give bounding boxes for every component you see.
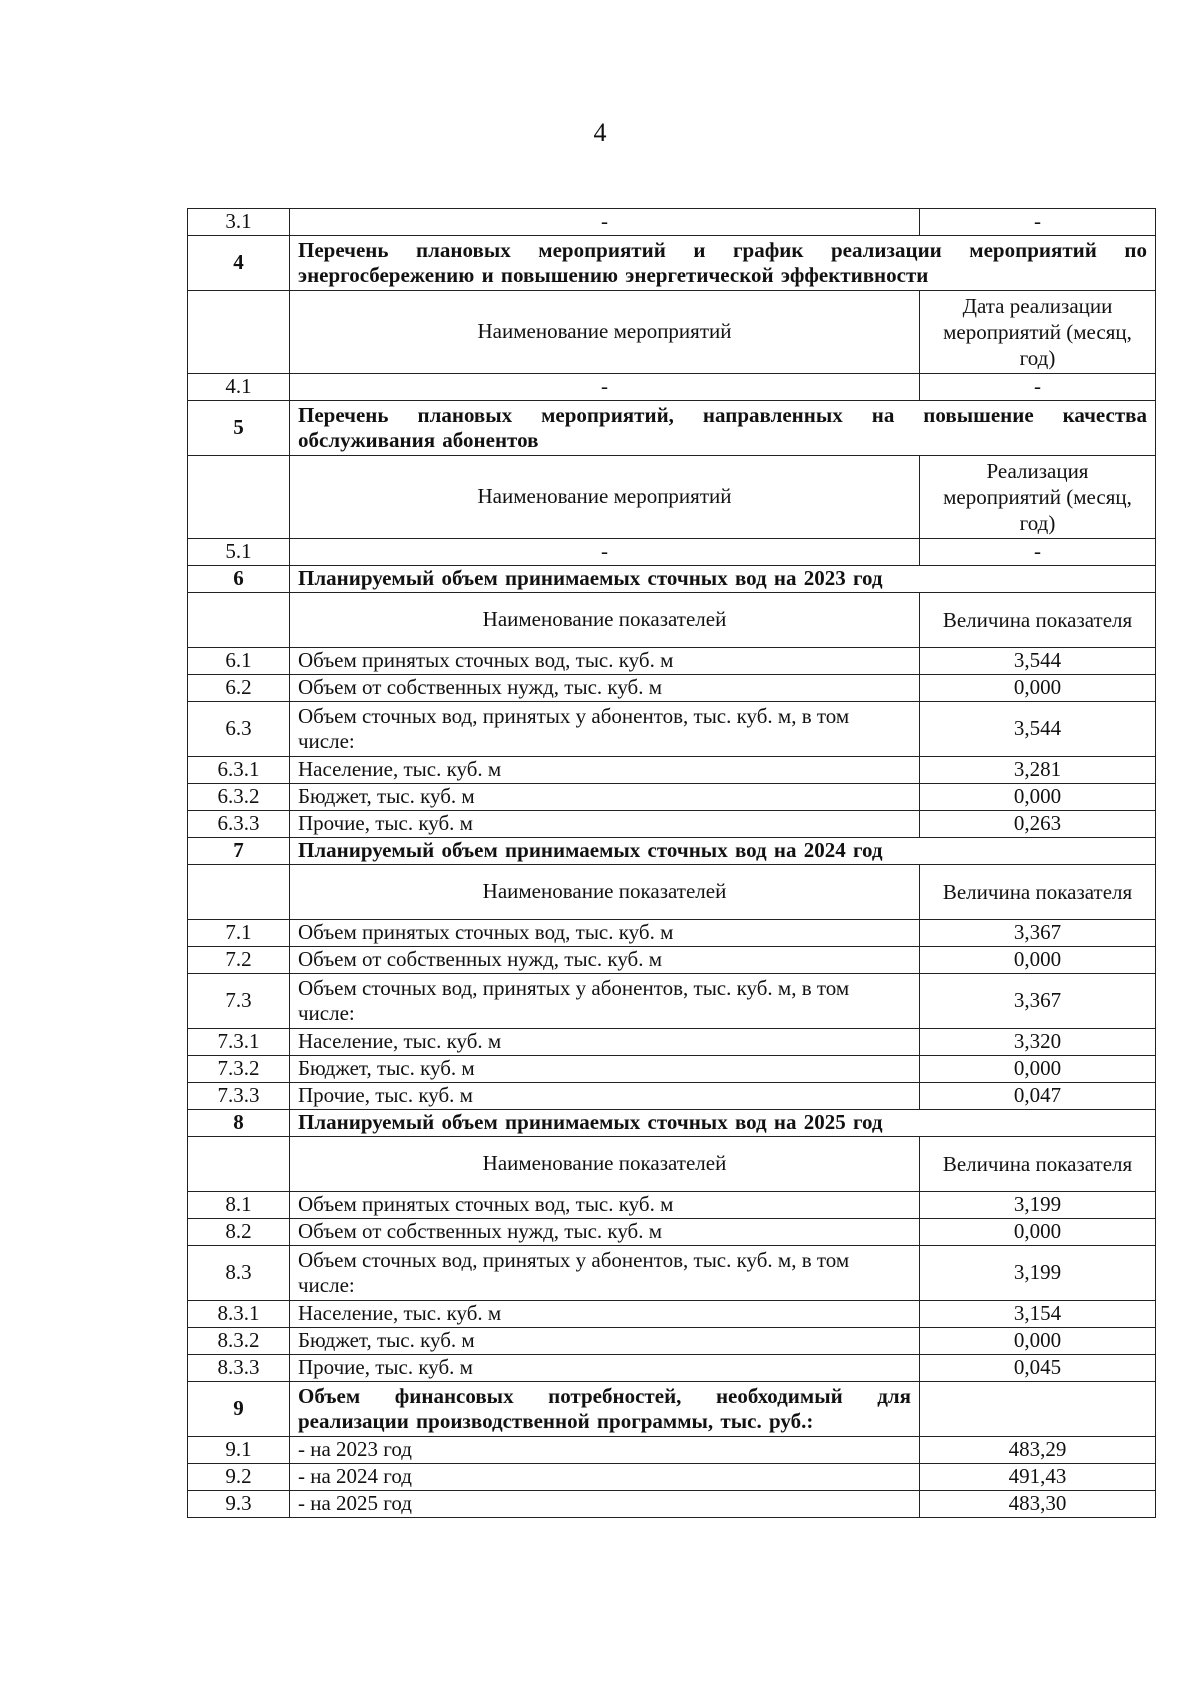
row-number: 5.1 — [188, 539, 290, 566]
column-header-row — [188, 865, 1156, 920]
table-row — [188, 974, 1156, 1029]
row-value: 0,000 — [920, 1219, 1156, 1246]
row-name: Объем от собственных нужд, тыс. куб. м — [290, 1219, 920, 1246]
row-number: 7.3.2 — [188, 1056, 290, 1083]
row-name: Прочие, тыс. куб. м — [290, 1355, 920, 1382]
row-number: 6.1 — [188, 648, 290, 675]
row-name: - — [290, 209, 920, 236]
table-row — [188, 811, 1156, 838]
column-header-name: Наименование показателей — [290, 593, 920, 648]
section-row — [188, 236, 1156, 291]
column-header-row — [188, 593, 1156, 648]
section-row — [188, 838, 1156, 865]
table-row — [188, 209, 1156, 236]
document-table-body — [188, 209, 1156, 1518]
row-number: 8.3.2 — [188, 1328, 290, 1355]
row-number: 8.3 — [188, 1246, 290, 1301]
table-row — [188, 1437, 1156, 1464]
row-name: Прочие, тыс. куб. м — [290, 1083, 920, 1110]
table-row — [188, 784, 1156, 811]
section-number: 8 — [188, 1110, 290, 1137]
row-value: 0,000 — [920, 1328, 1156, 1355]
table-row — [188, 374, 1156, 401]
header-empty-cell — [188, 593, 290, 648]
row-name: Бюджет, тыс. куб. м — [290, 1328, 920, 1355]
row-name: Прочие, тыс. куб. м — [290, 811, 920, 838]
table-row — [188, 1328, 1156, 1355]
table-row — [188, 1192, 1156, 1219]
row-value — [920, 1382, 1156, 1437]
section-title: Планируемый объем принимаемых сточных вод на 2025 год — [290, 1110, 1156, 1137]
table-row — [188, 1056, 1156, 1083]
row-name: Объем принятых сточных вод, тыс. куб. м — [290, 648, 920, 675]
table-row — [188, 1382, 1156, 1437]
row-value: - — [920, 539, 1156, 566]
table-row — [188, 648, 1156, 675]
row-name: Население, тыс. куб. м — [290, 757, 920, 784]
table-row — [188, 1301, 1156, 1328]
row-number: 7.3 — [188, 974, 290, 1029]
header-empty-cell — [188, 865, 290, 920]
row-value: 0,263 — [920, 811, 1156, 838]
column-header-value: Величина показателя — [920, 865, 1156, 920]
column-header-name: Наименование показателей — [290, 1137, 920, 1192]
row-value: 0,045 — [920, 1355, 1156, 1382]
row-number: 6.2 — [188, 675, 290, 702]
section-title: Перечень плановых мероприятий и график реализации мероприятий по энергосбережению и повышению энергетической эффективности — [290, 236, 1156, 291]
section-row — [188, 566, 1156, 593]
row-number: 6.3.1 — [188, 757, 290, 784]
row-name: Бюджет, тыс. куб. м — [290, 784, 920, 811]
row-number: 9.1 — [188, 1437, 290, 1464]
row-value: 0,000 — [920, 784, 1156, 811]
row-number: 8.2 — [188, 1219, 290, 1246]
row-value: 3,544 — [920, 702, 1156, 757]
row-number: 6.3 — [188, 702, 290, 757]
section-row — [188, 1110, 1156, 1137]
header-empty-cell — [188, 291, 290, 374]
table-row — [188, 675, 1156, 702]
row-value: 3,544 — [920, 648, 1156, 675]
table-row — [188, 1246, 1156, 1301]
column-header-value: Реализация мероприятий (месяц, год) — [920, 456, 1156, 539]
row-value: - — [920, 209, 1156, 236]
row-name: Объем финансовых потребностей, необходимый для реализации производственной программы, тыс. руб.: — [290, 1382, 920, 1437]
row-number: 7.3.1 — [188, 1029, 290, 1056]
row-value: 0,047 — [920, 1083, 1156, 1110]
row-value: 3,367 — [920, 974, 1156, 1029]
row-name: Население, тыс. куб. м — [290, 1301, 920, 1328]
table-row — [188, 1464, 1156, 1491]
row-value: 483,29 — [920, 1437, 1156, 1464]
table-row — [188, 539, 1156, 566]
row-value: 3,154 — [920, 1301, 1156, 1328]
row-number: 7.2 — [188, 947, 290, 974]
row-name: - — [290, 374, 920, 401]
row-value: 3,199 — [920, 1246, 1156, 1301]
row-name: - на 2023 год — [290, 1437, 920, 1464]
row-name: Население, тыс. куб. м — [290, 1029, 920, 1056]
section-title: Планируемый объем принимаемых сточных вод на 2023 год — [290, 566, 1156, 593]
document-table — [187, 208, 1156, 1518]
header-empty-cell — [188, 456, 290, 539]
section-number: 5 — [188, 401, 290, 456]
page-number: 4 — [593, 118, 607, 147]
row-number: 7.1 — [188, 920, 290, 947]
row-value: 3,199 — [920, 1192, 1156, 1219]
table-row — [188, 702, 1156, 757]
row-value: 0,000 — [920, 675, 1156, 702]
section-row — [188, 401, 1156, 456]
table-row — [188, 1219, 1156, 1246]
row-name: Бюджет, тыс. куб. м — [290, 1056, 920, 1083]
section-number: 7 — [188, 838, 290, 865]
row-name: Объем принятых сточных вод, тыс. куб. м — [290, 1192, 920, 1219]
table-row — [188, 757, 1156, 784]
row-number: 4.1 — [188, 374, 290, 401]
row-number: 8.3.3 — [188, 1355, 290, 1382]
row-number: 9.2 — [188, 1464, 290, 1491]
row-number: 7.3.3 — [188, 1083, 290, 1110]
row-name: Объем от собственных нужд, тыс. куб. м — [290, 675, 920, 702]
row-number: 6.3.2 — [188, 784, 290, 811]
row-name: Объем сточных вод, принятых у абонентов, тыс. куб. м, в том числе: — [290, 702, 920, 757]
column-header-row — [188, 1137, 1156, 1192]
row-value: 0,000 — [920, 947, 1156, 974]
column-header-row — [188, 291, 1156, 374]
table-row — [188, 1083, 1156, 1110]
table-row — [188, 1029, 1156, 1056]
row-number: 8.3.1 — [188, 1301, 290, 1328]
row-number: 8.1 — [188, 1192, 290, 1219]
section-number: 6 — [188, 566, 290, 593]
column-header-row — [188, 456, 1156, 539]
row-name: Объем принятых сточных вод, тыс. куб. м — [290, 920, 920, 947]
column-header-name: Наименование показателей — [290, 865, 920, 920]
row-value: 0,000 — [920, 1056, 1156, 1083]
row-value: 483,30 — [920, 1491, 1156, 1518]
table-row — [188, 1491, 1156, 1518]
row-value: 491,43 — [920, 1464, 1156, 1491]
section-number: 4 — [188, 236, 290, 291]
row-name: Объем от собственных нужд, тыс. куб. м — [290, 947, 920, 974]
column-header-value: Величина показателя — [920, 1137, 1156, 1192]
column-header-value: Дата реализации мероприятий (месяц, год) — [920, 291, 1156, 374]
row-value: - — [920, 374, 1156, 401]
row-number: 6.3.3 — [188, 811, 290, 838]
row-name: - на 2024 год — [290, 1464, 920, 1491]
table-row — [188, 1355, 1156, 1382]
table-row — [188, 947, 1156, 974]
column-header-name: Наименование мероприятий — [290, 456, 920, 539]
table-row — [188, 920, 1156, 947]
row-name: - — [290, 539, 920, 566]
row-name: Объем сточных вод, принятых у абонентов, тыс. куб. м, в том числе: — [290, 974, 920, 1029]
row-value: 3,367 — [920, 920, 1156, 947]
row-value: 3,320 — [920, 1029, 1156, 1056]
section-title: Перечень плановых мероприятий, направленных на повышение качества обслуживания абонентов — [290, 401, 1156, 456]
section-title: Планируемый объем принимаемых сточных вод на 2024 год — [290, 838, 1156, 865]
row-number: 9.3 — [188, 1491, 290, 1518]
column-header-value: Величина показателя — [920, 593, 1156, 648]
header-empty-cell — [188, 1137, 290, 1192]
row-number: 9 — [188, 1382, 290, 1437]
row-number: 3.1 — [188, 209, 290, 236]
row-value: 3,281 — [920, 757, 1156, 784]
row-name: - на 2025 год — [290, 1491, 920, 1518]
column-header-name: Наименование мероприятий — [290, 291, 920, 374]
row-name: Объем сточных вод, принятых у абонентов, тыс. куб. м, в том числе: — [290, 1246, 920, 1301]
